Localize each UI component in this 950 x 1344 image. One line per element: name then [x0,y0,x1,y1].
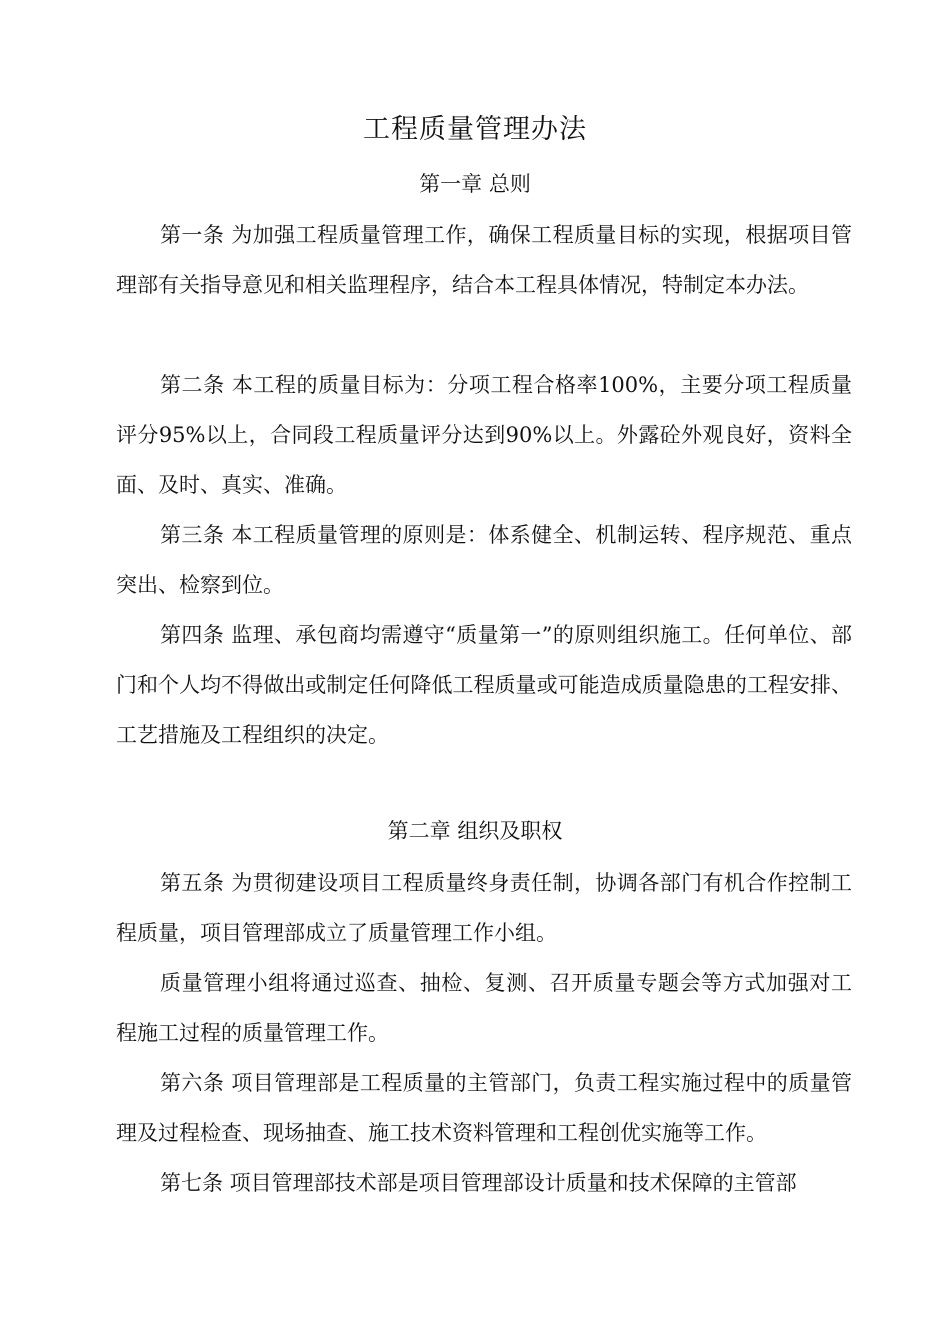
chapter-2-title: 第二章 组织及职权 [387,819,563,843]
chapter-1-title: 第一章 总则 [419,172,531,196]
article-4: 第四条 监理、承包商均需遵守“质量第一”的原则组织施工。任何单位、部门和个人均不得做出或制定任何降低工程质量或可能造成质量隐患的工程安排、工艺措施及工程组织的决定。 [116,623,852,747]
article-2: 第二条 本工程的质量目标为：分项工程合格率100%，主要分项工程质量评分95%以上，合同段工程质量评分达到90%以上。外露砼外观良好，资料全面、及时、真实、准确。 [116,373,852,497]
article-1: 第一条 为加强工程质量管理工作，确保工程质量目标的实现，根据项目管理部有关指导意见和相关监理程序，结合本工程具体情况，特制定本办法。 [116,223,852,297]
document-title: 工程质量管理办法 [363,114,587,145]
article-3: 第三条 本工程质量管理的原则是：体系健全、机制运转、程序规范、重点突出、检察到位。 [116,523,852,597]
article-7: 第七条 项目管理部技术部是项目管理部设计质量和技术保障的主管部 [160,1171,797,1195]
article-6: 第六条 项目管理部是工程质量的主管部门，负责工程实施过程中的质量管理及过程检查、现场抽查、施工技术资料管理和工程创优实施等工作。 [116,1071,852,1145]
article-5: 第五条 为贯彻建设项目工程质量终身责任制，协调各部门有机合作控制工程质量，项目管理部成立了质量管理工作小组。 [116,871,852,945]
article-5-continued: 质量管理小组将通过巡查、抽检、复测、召开质量专题会等方式加强对工程施工过程的质量管理工作。 [116,971,852,1045]
